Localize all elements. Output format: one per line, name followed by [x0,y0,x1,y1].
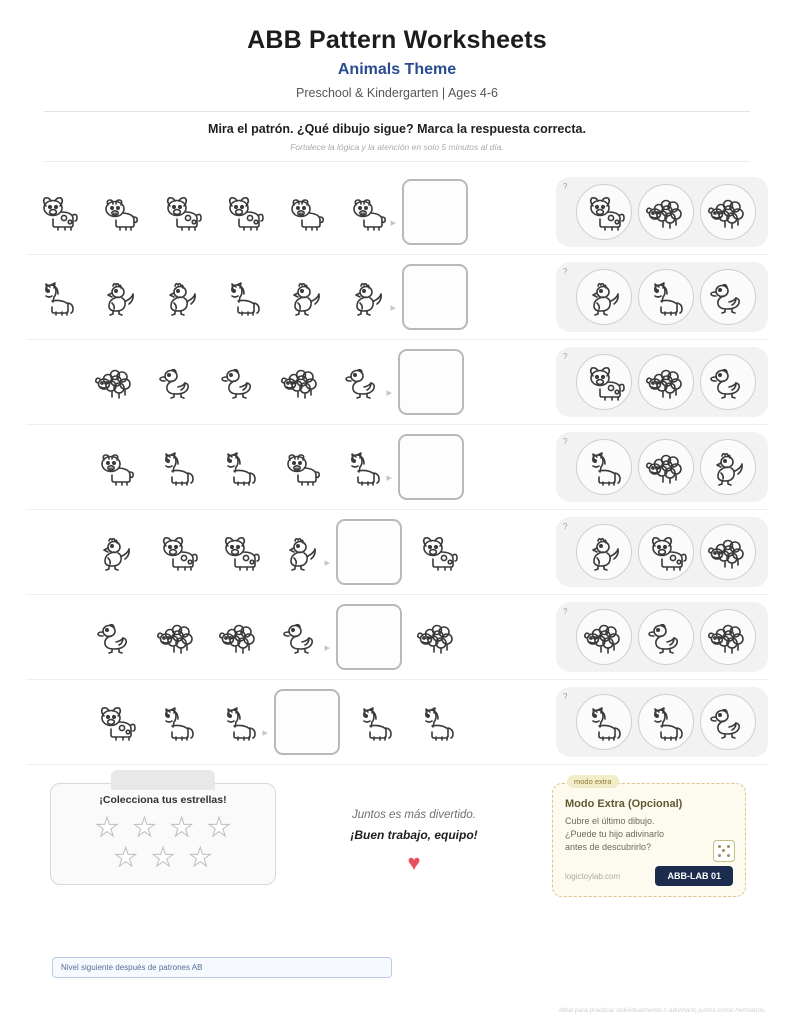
answer-options [556,602,768,672]
option-chicken[interactable] [576,524,632,580]
arrow-icon: ▸ [386,387,392,399]
extra-mode-card [552,777,746,897]
encouragement-line-2: ¡Buen trabajo, equipo! [350,828,478,842]
option-sheep[interactable] [638,439,694,495]
pattern-item-cow [146,523,208,581]
answer-options [556,262,768,332]
pattern-item-chicken [336,268,398,326]
pattern-item-horse [146,693,208,751]
pattern-item-pig [84,438,146,496]
option-duck[interactable] [700,269,756,325]
extra-mode-line-3: antes de descubrirlo? [565,842,652,853]
question-mark-icon: ? [563,692,568,701]
answer-options [556,432,768,502]
answer-options [556,177,768,247]
option-cow[interactable] [638,524,694,580]
pattern-row [26,425,768,510]
extra-mode-title: Modo Extra (Opcional) [565,798,683,810]
pattern-item-cow [84,693,146,751]
question-mark-icon: ? [563,437,568,446]
pattern-item-horse [208,693,270,751]
option-duck[interactable] [638,609,694,665]
pattern-item-cow [212,183,274,241]
pattern-item-duck [332,353,394,411]
pattern-sequence [26,264,472,330]
option-horse[interactable] [638,269,694,325]
encouragement-block [276,783,552,876]
answer-box[interactable] [274,689,340,755]
header [26,0,768,162]
question-mark-icon: ? [563,267,568,276]
brand-label: logictoylab.com [565,871,621,881]
pattern-item-horse [146,438,208,496]
arrow-icon: ▸ [390,302,396,314]
option-chicken[interactable] [700,439,756,495]
pattern-item-horse [332,438,394,496]
pattern-sequence [84,349,468,415]
star-icon[interactable]: ★ [151,842,175,872]
question-mark-icon: ? [563,352,568,361]
answer-options [556,687,768,757]
bottom-section [26,777,768,913]
option-duck[interactable] [700,354,756,410]
pattern-item-pig [274,183,336,241]
arrow-icon: ▸ [324,642,330,654]
dice-icon [713,840,735,862]
option-sheep[interactable] [576,609,632,665]
pattern-item-duck [84,608,146,666]
option-sheep[interactable] [638,354,694,410]
option-chicken[interactable] [576,269,632,325]
answer-box[interactable] [398,349,464,415]
pattern-sequence [84,434,468,500]
pattern-item-chicken [274,268,336,326]
option-horse[interactable] [638,694,694,750]
pattern-item-duck [146,353,208,411]
option-cow[interactable] [576,184,632,240]
extra-mode-line-2: ¿Puede tu hijo adivinarlo [565,829,665,840]
pattern-item-pig [336,183,398,241]
arrow-icon: ▸ [262,727,268,739]
question-mark-icon: ? [563,182,568,191]
star-icon[interactable]: ★ [170,812,194,842]
pattern-sequence [26,179,472,245]
star-icon[interactable]: ★ [132,812,156,842]
page-subtitle: Animals Theme [337,61,457,78]
arrow-icon: ▸ [386,472,392,484]
pattern-row [26,510,768,595]
question-mark-icon: ? [563,522,568,531]
pattern-item-duck [208,353,270,411]
answer-options [556,517,768,587]
answer-box[interactable] [398,434,464,500]
pattern-row [26,340,768,425]
option-duck[interactable] [700,694,756,750]
star-icon[interactable]: ★ [114,842,138,872]
pattern-item-duck [270,608,332,666]
pattern-item-pig [270,438,332,496]
star-icon[interactable]: ★ [207,812,231,842]
pattern-item-sheep [406,608,468,666]
stars-card-title: ¡Colecciona tus estrellas! [99,794,227,806]
option-sheep[interactable] [700,184,756,240]
pattern-item-cow [208,523,270,581]
pattern-sequence [84,519,468,585]
pattern-item-horse [26,268,88,326]
pattern-item-pig [88,183,150,241]
option-sheep[interactable] [700,524,756,580]
pattern-rows [26,170,768,765]
arrow-icon: ▸ [324,557,330,569]
answer-box[interactable] [336,604,402,670]
option-sheep[interactable] [638,184,694,240]
divider-2 [44,161,750,162]
pattern-item-sheep [270,353,332,411]
stars-row-2 [59,844,267,870]
star-icon[interactable]: ★ [188,842,212,872]
extra-mode-line-1: Cubre el último dibujo. [565,816,655,826]
answer-options [556,347,768,417]
encouragement-line-1: Juntos es más divertido. [351,809,476,821]
pattern-item-chicken [88,268,150,326]
pattern-row [26,255,768,340]
option-horse[interactable] [576,439,632,495]
pattern-sequence [84,604,468,670]
answer-box[interactable] [336,519,402,585]
answer-box[interactable] [402,264,468,330]
option-horse[interactable] [576,694,632,750]
footer-note: Ideal para practicar individualmente o adivinarlo juntos como hermanos. [558,1007,766,1014]
pattern-row [26,170,768,255]
option-sheep[interactable] [700,609,756,665]
pattern-item-chicken [270,523,332,581]
question-mark-icon: ? [563,607,568,616]
pattern-item-cow [150,183,212,241]
answer-box[interactable] [402,179,468,245]
pattern-row [26,680,768,765]
extra-mode-footer [565,866,733,886]
stars-row-1 [59,814,267,840]
pattern-item-chicken [84,523,146,581]
extra-mode-chip: modo extra [567,775,619,788]
age-range: Preschool & Kindergarten | Ages 4-6 [296,86,498,100]
microcopy-text: Fortalece la lógica y la atención en solo 5 minutos al día. [290,142,504,152]
pattern-item-chicken [150,268,212,326]
stars-card-tab [111,770,215,790]
pattern-item-horse [344,693,406,751]
pattern-item-cow [26,183,88,241]
pattern-item-cow [406,523,468,581]
pattern-item-sheep [146,608,208,666]
stars-card [50,783,276,885]
pattern-row [26,595,768,680]
pattern-item-horse [406,693,468,751]
pattern-item-horse [208,438,270,496]
page-title: ABB Pattern Worksheets [247,26,547,54]
worksheet-code-badge: ABB-LAB 01 [655,866,733,886]
heart-icon: ♥ [407,850,421,875]
next-level-banner: Nivel siguiente después de patrones AB [52,957,392,978]
pattern-item-sheep [208,608,270,666]
arrow-icon: ▸ [390,217,396,229]
star-icon[interactable]: ★ [95,812,119,842]
pattern-item-sheep [84,353,146,411]
divider [44,111,750,112]
pattern-item-horse [212,268,274,326]
option-cow[interactable] [576,354,632,410]
instruction-text: Mira el patrón. ¿Qué dibujo sigue? Marca la respuesta correcta. [208,122,586,136]
pattern-sequence [84,689,468,755]
